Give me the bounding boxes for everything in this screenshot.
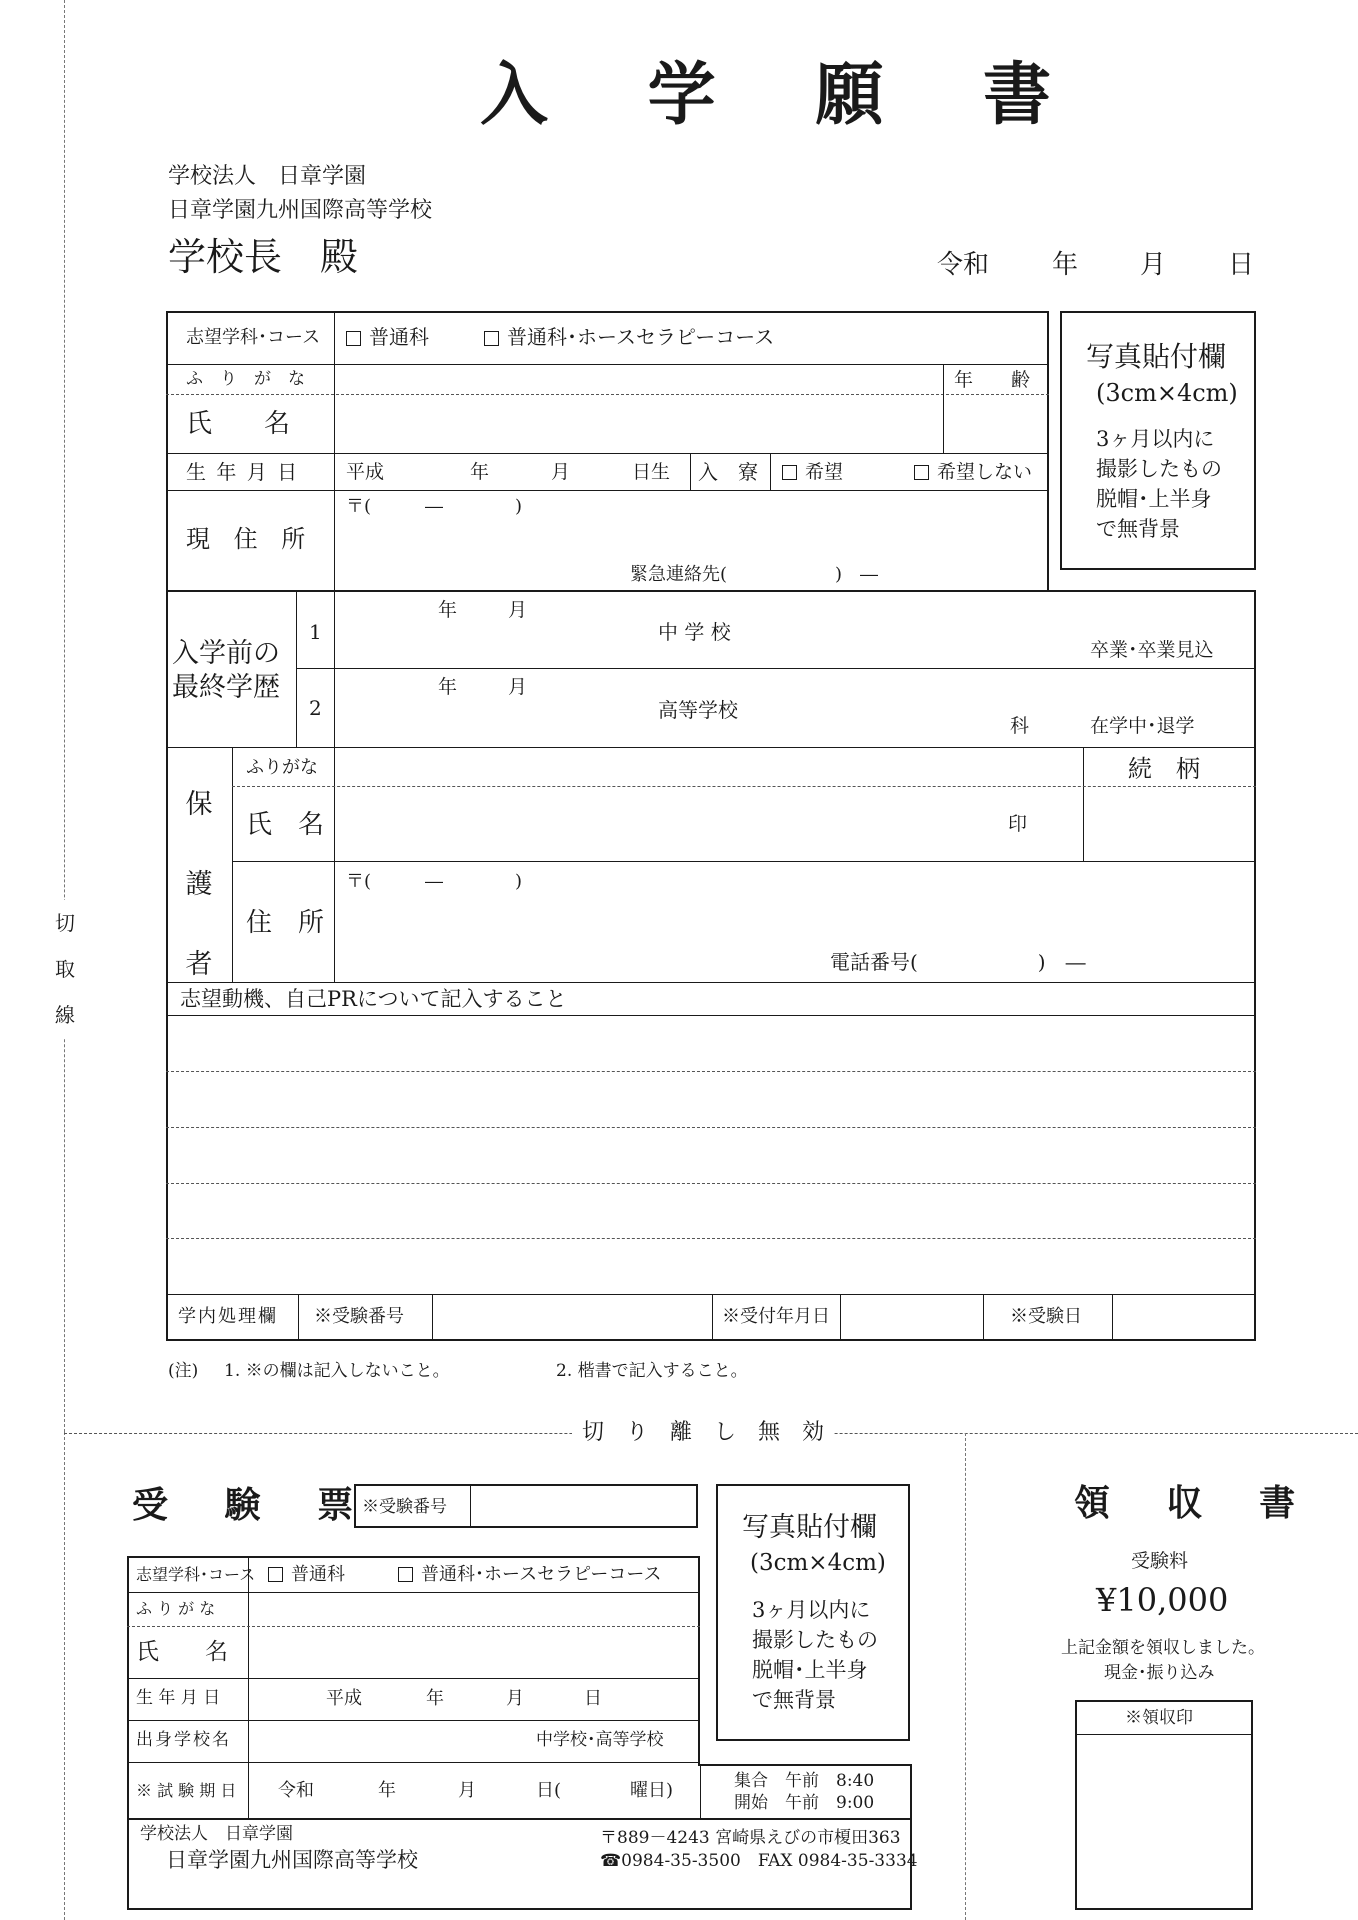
date-month: 月 — [1140, 250, 1167, 280]
ticket-photo-box — [716, 1484, 910, 1741]
ticket-school-field[interactable] — [252, 1724, 532, 1758]
dob-year: 年 — [470, 461, 490, 483]
receipt-stamp-box — [1075, 1700, 1253, 1910]
ticket-course-option-general[interactable]: 普通科 — [268, 1566, 345, 1584]
guardian-furigana-label: ふりがな — [246, 757, 318, 778]
date-reiwa: 令和 — [937, 250, 990, 280]
ticket-title: 受 験 票 — [132, 1485, 376, 1526]
ticket-photo-line-4: で無背景 — [752, 1688, 836, 1712]
guardian-address-field[interactable] — [338, 896, 1238, 940]
form-border-bottom — [166, 1339, 1256, 1341]
ticket-school-label: 出身学校名 — [136, 1730, 231, 1750]
form-border-right-upper — [1047, 311, 1049, 591]
guardian-postal: 〒( ― ) — [346, 871, 523, 892]
cut-line-vertical — [64, 0, 65, 1432]
furigana-field[interactable] — [338, 366, 940, 392]
photo-line-1: 3ヶ月以内に — [1096, 427, 1215, 451]
ticket-corp: 学校法人 日章学園 — [140, 1824, 293, 1844]
ticket-photo-line-2: 撮影したもの — [752, 1628, 878, 1652]
course-option-horse-therapy[interactable]: 普通科･ホースセラピーコース — [484, 327, 774, 347]
ticket-exam-number-box — [354, 1484, 698, 1528]
receipt-amount: ¥10,000 — [1096, 1581, 1229, 1619]
guardian-relation-field[interactable] — [1087, 790, 1249, 858]
edu2-month: 月 — [508, 676, 528, 698]
guardian-label: 保護者 — [185, 789, 213, 980]
photo-line-3: 脱帽･上半身 — [1096, 487, 1212, 511]
address-label: 現 住 所 — [186, 525, 314, 553]
dob-month: 月 — [551, 461, 571, 483]
guardian-seal: 印 — [1008, 813, 1028, 835]
photo-line-4: で無背景 — [1096, 517, 1180, 541]
photo-box — [1060, 311, 1256, 570]
ticket-course-horse-therapy-checkbox[interactable] — [398, 1567, 413, 1582]
form-step-line — [166, 590, 1256, 592]
ticket-exam-number-label: ※受験番号 — [362, 1497, 447, 1517]
header-principal: 学校長 殿 — [168, 235, 359, 279]
page-title: 入 学 願 書 — [480, 56, 1090, 135]
ticket-start-time: 開始 午前 9:00 — [734, 1793, 875, 1813]
education-label-2: 最終学歴 — [172, 672, 280, 703]
ticket-dob-label: 生 年 月 日 — [136, 1688, 221, 1708]
receipt-received-text: 上記金額を領収しました。 — [1061, 1638, 1265, 1658]
ticket-course-label: 志望学科･コース — [136, 1565, 256, 1584]
edu1-field[interactable] — [340, 594, 1240, 664]
guardian-name-field[interactable] — [338, 790, 1078, 858]
furigana-label: ふ り が な — [186, 369, 305, 389]
guardian-relation-label: 続 柄 — [1128, 755, 1200, 783]
separator-label: 切 り 離 し 無 効 — [572, 1422, 834, 1444]
edu1-status: 卒業･卒業見込 — [1090, 639, 1214, 661]
motivation-field[interactable] — [170, 1018, 1252, 1290]
header-corp: 学校法人 日章学園 — [168, 164, 367, 189]
ticket-exam-reiwa: 令和 — [278, 1780, 314, 1801]
office-exam-number-label: ※受験番号 — [314, 1306, 404, 1327]
ticket-name-field[interactable] — [252, 1629, 696, 1675]
dob-day: 日生 — [632, 461, 671, 483]
ticket-dob-heisei: 平成 — [326, 1688, 362, 1709]
ticket-exam-year: 年 — [378, 1780, 396, 1801]
ticket-photo-title: 写真貼付欄 — [742, 1512, 877, 1543]
ticket-gather-time: 集合 午前 8:40 — [734, 1771, 875, 1791]
ticket-name-label: 氏 名 — [136, 1639, 228, 1665]
age-label: 年 齢 — [954, 369, 1031, 391]
name-label: 氏 名 — [186, 409, 291, 439]
date-year: 年 — [1052, 250, 1079, 280]
dorm-option-no[interactable]: 希望しない — [914, 463, 1032, 482]
receipt-cut-line — [965, 1433, 966, 1920]
edu1-year: 年 — [438, 599, 458, 621]
course-option-general[interactable]: 普通科 — [346, 327, 429, 347]
photo-line-2: 撮影したもの — [1096, 457, 1222, 481]
dob-label: 生 年 月 日 — [186, 460, 300, 484]
ticket-dob-month: 月 — [506, 1688, 524, 1709]
address-field[interactable] — [338, 520, 1038, 560]
ticket-school-type: 中学校･高等学校 — [536, 1730, 664, 1750]
note-1: 1. ※の欄は記入しないこと。 — [224, 1361, 450, 1381]
photo-title: 写真貼付欄 — [1086, 340, 1227, 373]
form-border-right-lower — [1254, 590, 1256, 1341]
ticket-photo-line-1: 3ヶ月以内に — [752, 1598, 871, 1622]
notes-head: (注) — [168, 1361, 199, 1381]
edu1-month: 月 — [508, 599, 528, 621]
ticket-exam-date-label: ※ 試 験 期 日 — [136, 1781, 237, 1800]
guardian-phone: 電話番号( ) ― — [830, 950, 1086, 974]
education-num-2: 2 — [309, 696, 322, 720]
guardian-name-label: 氏 名 — [246, 810, 325, 840]
ticket-course-option-horse-therapy[interactable]: 普通科･ホースセラピーコース — [398, 1566, 661, 1584]
course-label: 志望学科･コース — [186, 327, 321, 348]
ticket-photo-size: (3cm×4cm) — [750, 1550, 886, 1576]
education-num-1: 1 — [309, 620, 322, 644]
header-school: 日章学園九州国際高等学校 — [168, 198, 433, 223]
course-horse-therapy-checkbox[interactable] — [484, 331, 499, 346]
ticket-dob-year: 年 — [426, 1688, 444, 1709]
ticket-exam-month: 月 — [458, 1780, 476, 1801]
ticket-exam-number-field[interactable] — [474, 1488, 694, 1524]
cut-line-label: 切取線 — [50, 900, 80, 1038]
form-border-left — [166, 311, 168, 1341]
ticket-dob-day: 日 — [584, 1688, 602, 1709]
guardian-address-label: 住 所 — [246, 908, 325, 938]
form-border-top — [166, 311, 1049, 313]
date-day: 日 — [1228, 250, 1255, 280]
receipt-method: 現金･振り込み — [1104, 1663, 1215, 1683]
ticket-address: 〒889－4243 宮崎県えびの市榎田363 — [600, 1828, 901, 1848]
ticket-exam-weekday: 曜日) — [630, 1780, 674, 1801]
education-label-1: 入学前の — [172, 638, 280, 669]
course-general-checkbox[interactable] — [346, 331, 361, 346]
emergency-contact: 緊急連絡先( ) ― — [630, 564, 879, 585]
motivation-label: 志望動機、自己PRについて記入すること — [180, 987, 567, 1011]
photo-size: (3cm×4cm) — [1096, 379, 1238, 407]
ticket-photo-line-3: 脱帽･上半身 — [752, 1658, 868, 1682]
dorm-option-yes[interactable]: 希望 — [782, 463, 843, 482]
receipt-stamp-field[interactable] — [1079, 1738, 1249, 1906]
office-label: 学内処理欄 — [178, 1306, 278, 1327]
cut-line-vertical-lower — [64, 1432, 65, 1920]
office-received-label: ※受付年月日 — [722, 1306, 830, 1327]
edu2-year: 年 — [438, 676, 458, 698]
name-field[interactable] — [338, 397, 940, 451]
dob-heisei: 平成 — [346, 461, 385, 483]
ticket-exam-day: 日( — [536, 1780, 562, 1801]
dorm-no-checkbox[interactable] — [914, 465, 929, 480]
dorm-yes-checkbox[interactable] — [782, 465, 797, 480]
receipt-fee-label: 受験料 — [1131, 1550, 1189, 1572]
receipt-stamp-label: ※領収印 — [1125, 1708, 1193, 1728]
edu2-hs: 高等学校 — [658, 698, 738, 722]
edu2-status: 在学中･退学 — [1090, 715, 1195, 737]
edu2-dept: 科 — [1010, 715, 1030, 737]
guardian-furigana-field[interactable] — [338, 751, 1078, 783]
edu2-field[interactable] — [340, 672, 1240, 742]
receipt-title: 領 収 書 — [1074, 1483, 1318, 1524]
ticket-school-name: 日章学園九州国際高等学校 — [166, 1848, 418, 1872]
address-postal: 〒( ― ) — [346, 496, 523, 517]
ticket-furigana-field[interactable] — [252, 1595, 696, 1623]
edu1-jhs: 中 学 校 — [658, 620, 731, 644]
ticket-furigana-label: ふ り が な — [136, 1599, 216, 1618]
ticket-tel-fax: ☎0984-35-3500 FAX 0984-35-3334 — [600, 1851, 918, 1871]
ticket-course-general-checkbox[interactable] — [268, 1567, 283, 1582]
dorm-label: 入 寮 — [698, 460, 758, 484]
age-field[interactable] — [946, 397, 1044, 451]
office-exam-date-label: ※受験日 — [1010, 1306, 1082, 1327]
note-2: 2. 楷書で記入すること。 — [556, 1361, 748, 1381]
